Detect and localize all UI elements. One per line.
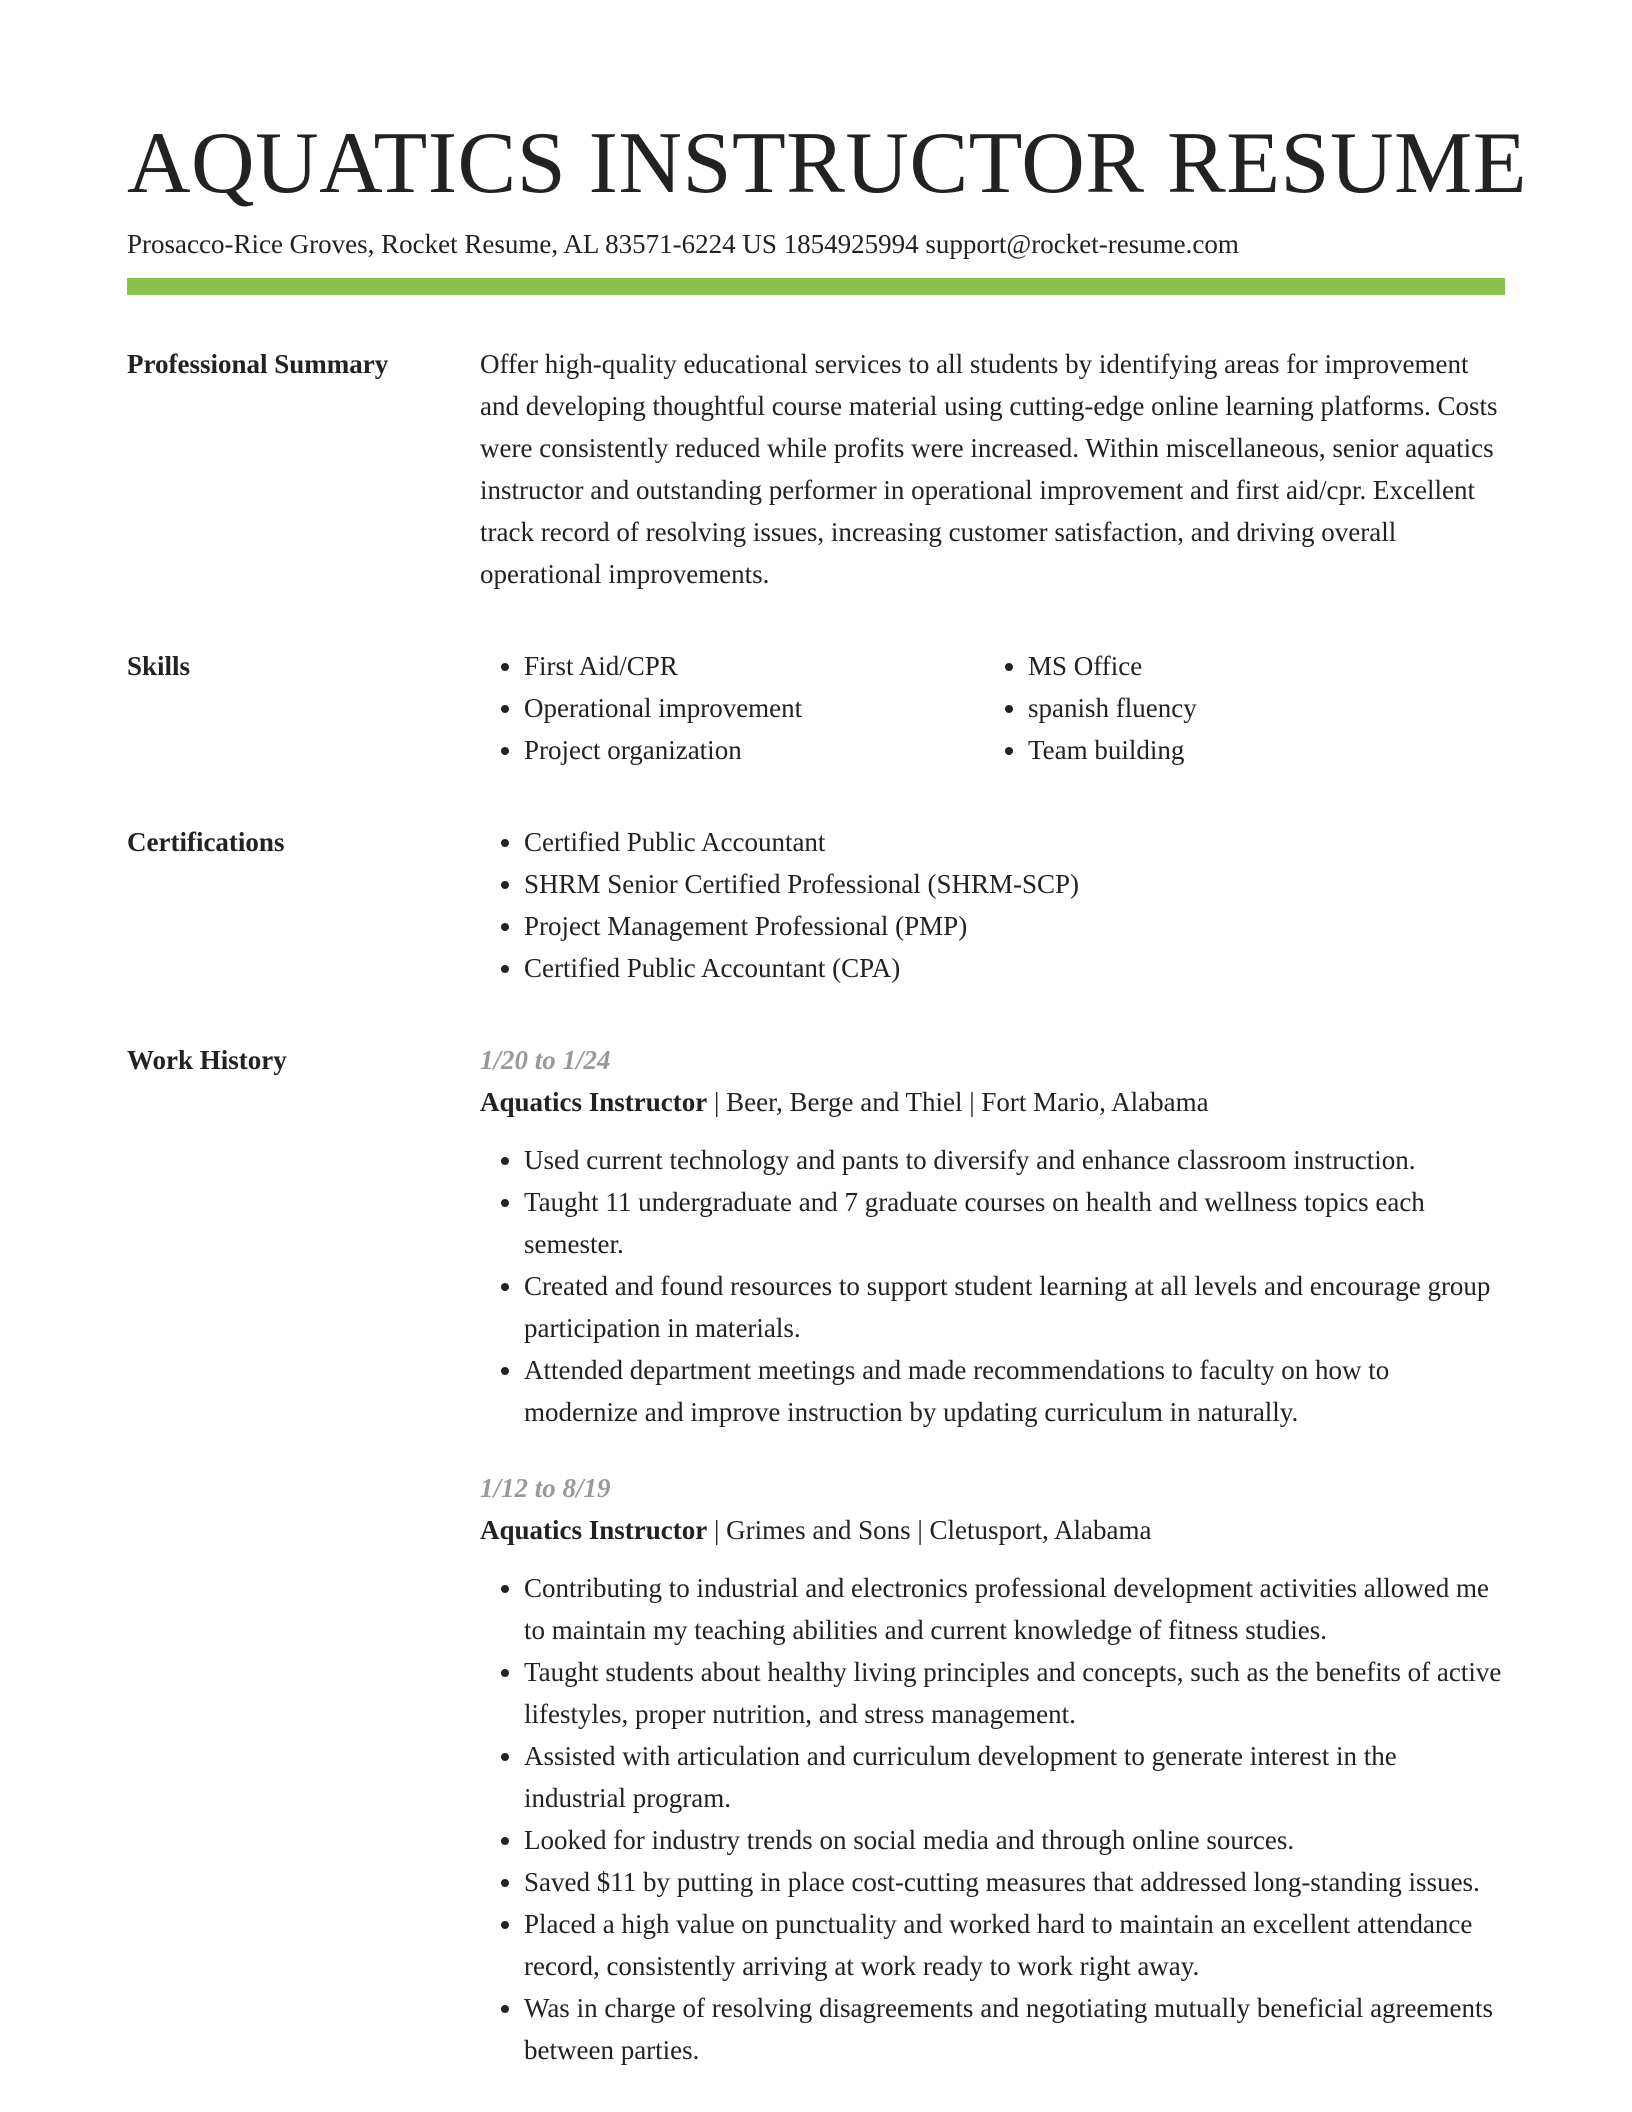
job-bullet: • Contributing to industrial and electronics professional development activities allowed me to maintain my teaching abilities and current knowledge of fitness studies. — [524, 1567, 1505, 1651]
job-title-line — [480, 1509, 1505, 1551]
skill-item: • First Aid/CPR — [524, 645, 984, 687]
contact-line: Prosacco-Rice Groves, Rocket Resume, AL 83571-6224 US 1854925994 support@rocket-resume.com — [127, 229, 1239, 259]
certification-item: • Project Management Professional (PMP) — [524, 905, 1505, 947]
job-dates: 1/20 to 1/24 — [480, 1045, 611, 1076]
job-bullets — [480, 1139, 1505, 1433]
skill-item: • MS Office — [1028, 645, 1488, 687]
job-title-line — [480, 1081, 1505, 1123]
job-dates: 1/12 to 8/19 — [480, 1473, 611, 1504]
accent-divider — [127, 278, 1505, 295]
skills-list-left — [480, 645, 984, 771]
job-bullets — [480, 1567, 1505, 2071]
skill-item: • Team building — [1028, 729, 1488, 771]
skill-item: • spanish fluency — [1028, 687, 1488, 729]
skills-section — [127, 645, 1505, 771]
job-bullet: • Created and found resources to support student learning at all levels and encourage group participation in materials. — [524, 1265, 1505, 1349]
resume-page — [127, 115, 1527, 2105]
section-heading-work-history: Work History — [127, 1045, 287, 1076]
section-heading-skills: Skills — [127, 651, 191, 682]
job-bullet: • Used current technology and pants to diversify and enhance classroom instruction. — [524, 1139, 1505, 1181]
certification-item: • Certified Public Accountant — [524, 821, 1505, 863]
job-bullet: • Taught 11 undergraduate and 7 graduate courses on health and wellness topics each semester. — [524, 1181, 1505, 1265]
job-bullet: • Looked for industry trends on social media and through online sources. — [524, 1819, 1505, 1861]
skills-grid — [480, 645, 1505, 771]
job-details: | Grimes and Sons | Cletusport, Alabama — [707, 1515, 1152, 1546]
section-heading-summary: Professional Summary — [127, 349, 389, 380]
certification-item: • Certified Public Accountant (CPA) — [524, 947, 1505, 989]
skill-item: • Operational improvement — [524, 687, 984, 729]
work-history-section — [127, 1039, 1505, 2105]
summary-text: Offer high-quality educational services to all students by identifying areas for improvement and developing thoughtful course material using cutting-edge online learning platforms. Costs were consistently reduced while profits were increased. Within miscellaneous, senior aquatics instructor and outstanding performer in operational improvement and first aid/cpr. Excellent track record of resolving issues, increasing customer satisfaction, and driving overall operational improvements. — [480, 349, 1498, 590]
job-bullet: • Placed a high value on punctuality and worked hard to maintain an excellent attendance record, consistently arriving at work ready to work right away. — [524, 1903, 1505, 1987]
job-entry — [480, 1039, 1505, 1433]
job-entry — [480, 1467, 1505, 2071]
certifications-list — [480, 821, 1505, 989]
resume-title: AQUATICS INSTRUCTOR RESUME — [127, 115, 1527, 212]
certifications-section — [127, 821, 1505, 989]
job-details: | Beer, Berge and Thiel | Fort Mario, Alabama — [707, 1087, 1209, 1118]
certification-item: • SHRM Senior Certified Professional (SHRM-SCP) — [524, 863, 1505, 905]
skills-list-right — [984, 645, 1488, 771]
summary-section — [127, 343, 1505, 595]
job-bullet: • Assisted with articulation and curriculum development to generate interest in the industrial program. — [524, 1735, 1505, 1819]
job-title: Aquatics Instructor — [480, 1515, 708, 1546]
job-title: Aquatics Instructor — [480, 1087, 708, 1118]
section-heading-certifications: Certifications — [127, 827, 285, 858]
job-bullet: • Was in charge of resolving disagreements and negotiating mutually beneficial agreements between parties. — [524, 1987, 1505, 2071]
job-bullet: • Taught students about healthy living principles and concepts, such as the benefits of active lifestyles, proper nutrition, and stress management. — [524, 1651, 1505, 1735]
job-bullet: • Saved $11 by putting in place cost-cutting measures that addressed long-standing issues. — [524, 1861, 1505, 1903]
skill-item: • Project organization — [524, 729, 984, 771]
job-bullet: • Attended department meetings and made recommendations to faculty on how to modernize and improve instruction by updating curriculum in naturally. — [524, 1349, 1505, 1433]
